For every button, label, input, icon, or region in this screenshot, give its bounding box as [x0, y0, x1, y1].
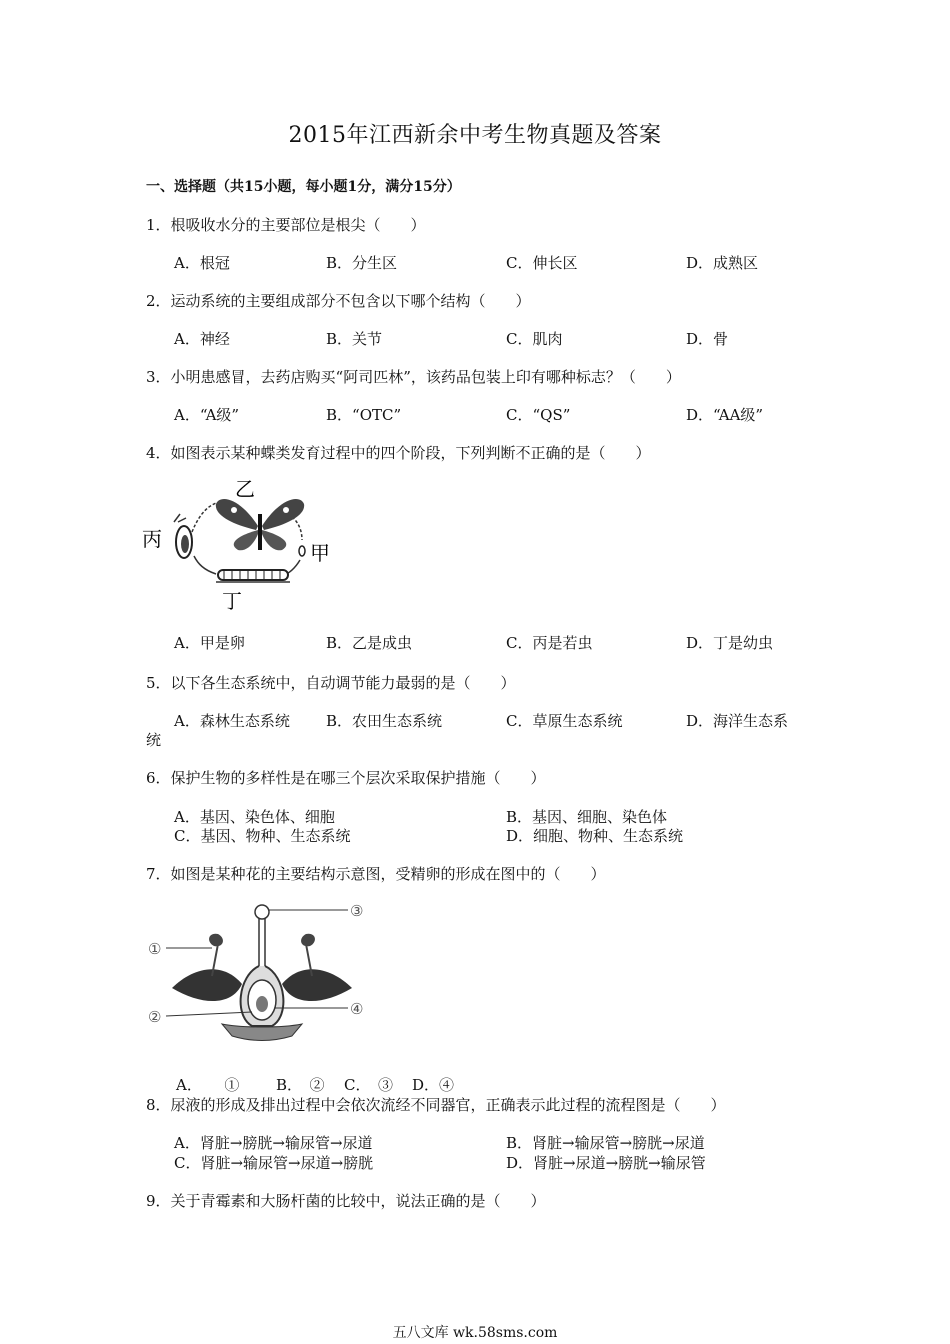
option-d: D．“AA级”	[686, 406, 764, 424]
adult-butterfly	[216, 499, 304, 550]
question-stem: 7．如图是某种花的主要结构示意图，受精卵的形成在图中的（ ）	[146, 865, 606, 883]
option-b: B．关节	[326, 330, 383, 348]
page-title: 2015年江西新余中考生物真题及答案	[288, 123, 662, 148]
option-d: D．肾脏→尿道→膀胱→输尿管	[506, 1154, 706, 1172]
option-a: A．神经	[174, 330, 230, 348]
egg	[299, 546, 305, 556]
butterfly-lifecycle-figure	[140, 474, 340, 614]
question-stem: 8．尿液的形成及排出过程中会依次流经不同器官，正确表示此过程的流程图是（ ）	[146, 1096, 726, 1114]
option-d: D．成熟区	[686, 254, 759, 272]
option-c: C．肌肉	[506, 330, 563, 348]
option-d: D．④	[412, 1076, 455, 1094]
label-ding: 丁	[222, 589, 242, 613]
question-stem: 9．关于青霉素和大肠杆菌的比较中，说法正确的是（ ）	[146, 1192, 546, 1210]
label-bing: 丙	[142, 527, 162, 551]
label-yi: 乙	[235, 477, 255, 501]
option-b: B．基因、细胞、染色体	[506, 808, 668, 826]
option-c: C．丙是若虫	[506, 634, 593, 652]
option-a: A． ①	[176, 1076, 240, 1094]
section-heading: 一、选择题（共15小题，每小题1分，满分15分）	[146, 179, 461, 195]
cycle-arrow	[192, 502, 220, 532]
flower-structure-figure	[142, 896, 382, 1056]
option-a: A．甲是卵	[174, 634, 245, 652]
question-stem: 2．运动系统的主要组成部分不包含以下哪个结构（ ）	[146, 292, 531, 310]
label-jia: 甲	[310, 541, 330, 565]
option-b: B． ②	[276, 1076, 325, 1094]
question-stem: 3．小明患感冒，去药店购买“阿司匹林”，该药品包装上印有哪种标志？（ ）	[146, 368, 681, 386]
option-d: D．海洋生态系	[686, 712, 789, 730]
option-a: A．基因、染色体、细胞	[174, 808, 335, 826]
label-1: ①	[148, 940, 162, 958]
label-3: ③	[350, 902, 364, 920]
option-b: B．分生区	[326, 254, 398, 272]
option-c: C．基因、物种、生态系统	[174, 827, 351, 845]
pupa	[174, 514, 192, 558]
option-a: A．根冠	[174, 254, 230, 272]
label-2: ②	[148, 1008, 162, 1026]
cycle-arrow	[194, 556, 216, 574]
option-d: D．骨	[686, 330, 729, 348]
option-c: C．草原生态系统	[506, 712, 623, 730]
question-stem: 6．保护生物的多样性是在哪三个层次采取保护措施（ ）	[146, 769, 546, 787]
page-footer: 五八文库 wk.58sms.com	[392, 1325, 558, 1341]
option-a: A．森林生态系统	[174, 712, 290, 730]
option-a: A．“A级”	[174, 406, 240, 424]
option-c: C．肾脏→输尿管→尿道→膀胱	[174, 1154, 374, 1172]
option-b: B．肾脏→输尿管→膀胱→尿道	[506, 1134, 705, 1152]
larva	[216, 570, 290, 582]
option-b: B．乙是成虫	[326, 634, 413, 652]
question-stem: 4．如图表示某种蝶类发育过程中的四个阶段，下列判断不正确的是（ ）	[146, 444, 651, 462]
label-4: ④	[350, 1000, 364, 1018]
option-b: B．农田生态系统	[326, 712, 443, 730]
question-stem: 5．以下各生态系统中，自动调节能力最弱的是（ ）	[146, 674, 516, 692]
question-stem: 1．根吸收水分的主要部位是根尖（ ）	[146, 216, 426, 234]
option-c: C．伸长区	[506, 254, 578, 272]
option-c: C． ③	[344, 1076, 393, 1094]
option-d: D．丁是幼虫	[686, 634, 774, 652]
option-d-wrap: 统	[146, 731, 162, 749]
option-d: D．细胞、物种、生态系统	[506, 827, 684, 845]
option-b: B．“OTC”	[326, 406, 402, 424]
option-a: A．肾脏→膀胱→输尿管→尿道	[174, 1134, 373, 1152]
option-c: C．“QS”	[506, 406, 571, 424]
